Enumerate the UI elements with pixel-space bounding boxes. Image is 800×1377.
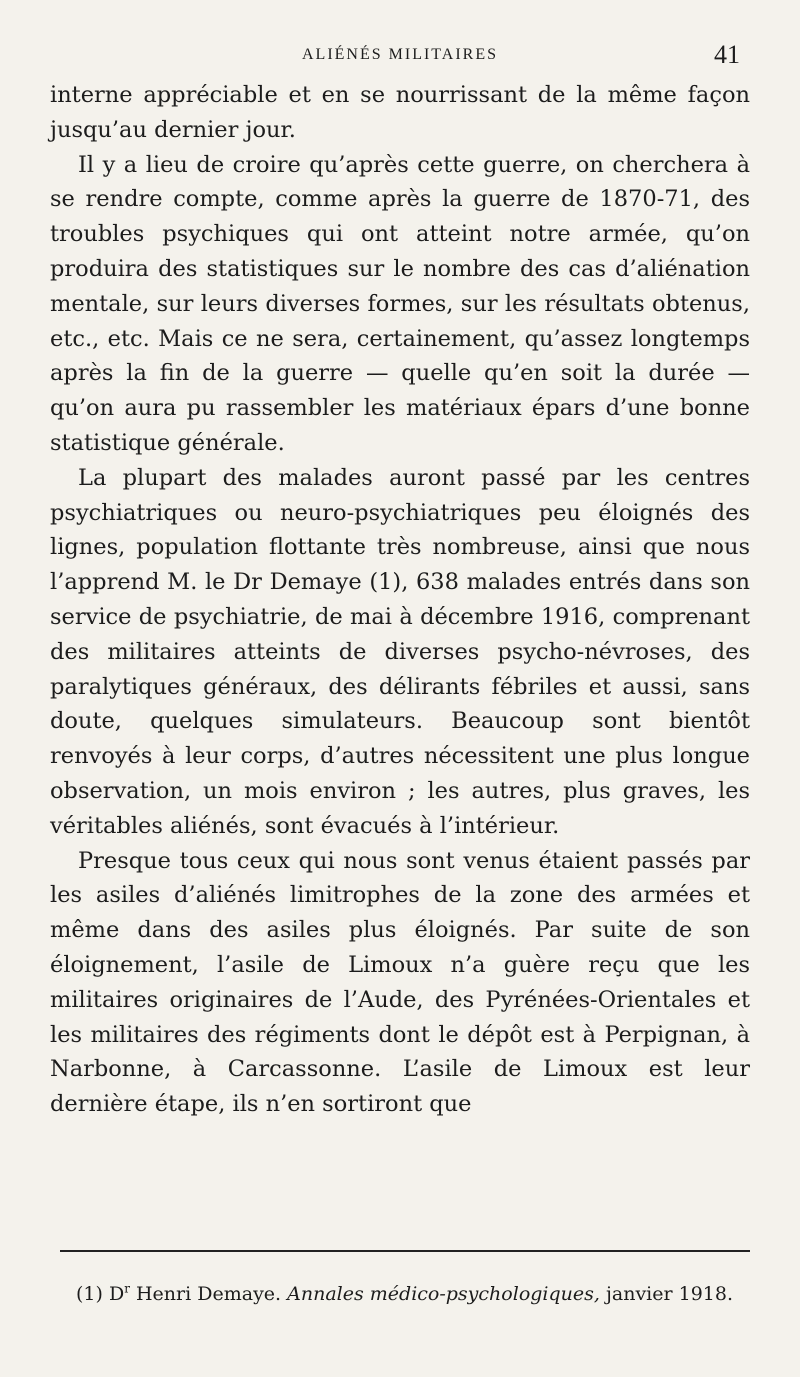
footnote-author-prefix: D [108,1283,125,1305]
page-number: 41 [714,40,740,69]
running-head [50,40,750,74]
paragraph-continued: interne appréciable et en se nourrissant de la même façon jusqu’au dernier jour. [50,82,750,143]
footnote-marker: (1) [76,1283,103,1305]
footnote-divider [60,1250,750,1252]
footnote-author-sup: r [124,1281,130,1296]
body-text [50,78,750,1122]
paragraph-postwar-statistics: Il y a lieu de croire qu’après cette guerre, on cherchera à se rendre compte, comme après la guerre de 1870-71, des troubles psychiques qui ont atteint notre armée, qu’on produira des statistiques sur le nombre des cas d’aliénation mentale, sur leurs diverses formes, sur les résultats obtenus, etc., etc. Mais ce ne sera, certainement, qu’assez longtemps après la fin de la guerre — quelle qu’en soit la durée — qu’on aura pu rassembler les matériaux épars d’une bonne statistique générale. [50,151,750,456]
footnote-author-name: Henri Demaye. [129,1283,282,1305]
footnote-date: janvier 1918. [605,1283,734,1305]
paragraph-psychiatric-centres: La plupart des malades auront passé par les centres psychiatriques ou neuro-psychiatriques peu éloignés des lignes, population flottante très nombreuse, ainsi que nous l’apprend M. le Dr Demaye (1), 638 malades entrés dans son service de psychiatrie, de mai à décembre 1916, comprenant des militaires atteints de diverses psycho-névroses, des paralytiques généraux, des délirants fébriles et aussi, sans doute, quelques simulateurs. Beaucoup sont bientôt renvoyés à leur corps, d’autres nécessitent une plus longue observation, un mois environ ; les autres, plus graves, les véritables aliénés, sont évacués à l’intérieur. [50,464,750,839]
paragraph-limoux-asylum: Presque tous ceux qui nous sont venus étaient passés par les asiles d’aliénés limitrophes de la zone des armées et même dans des asiles plus éloignés. Par suite de son éloignement, l’asile de Limoux n’a guère reçu que les militaires originaires de l’Aude, des Pyrénées-Orientales et les militaires des régiments dont le dépôt est à Perpignan, à Narbonne, à Carcassonne. L’asile de Limoux est leur dernière étape, ils n’en sortiront que [50,847,750,1118]
footnote [76,1282,750,1307]
running-head-title: ALIÉNÉS MILITAIRES [301,46,499,63]
footnote-journal: Annales médico-psychologiques, [287,1283,600,1305]
